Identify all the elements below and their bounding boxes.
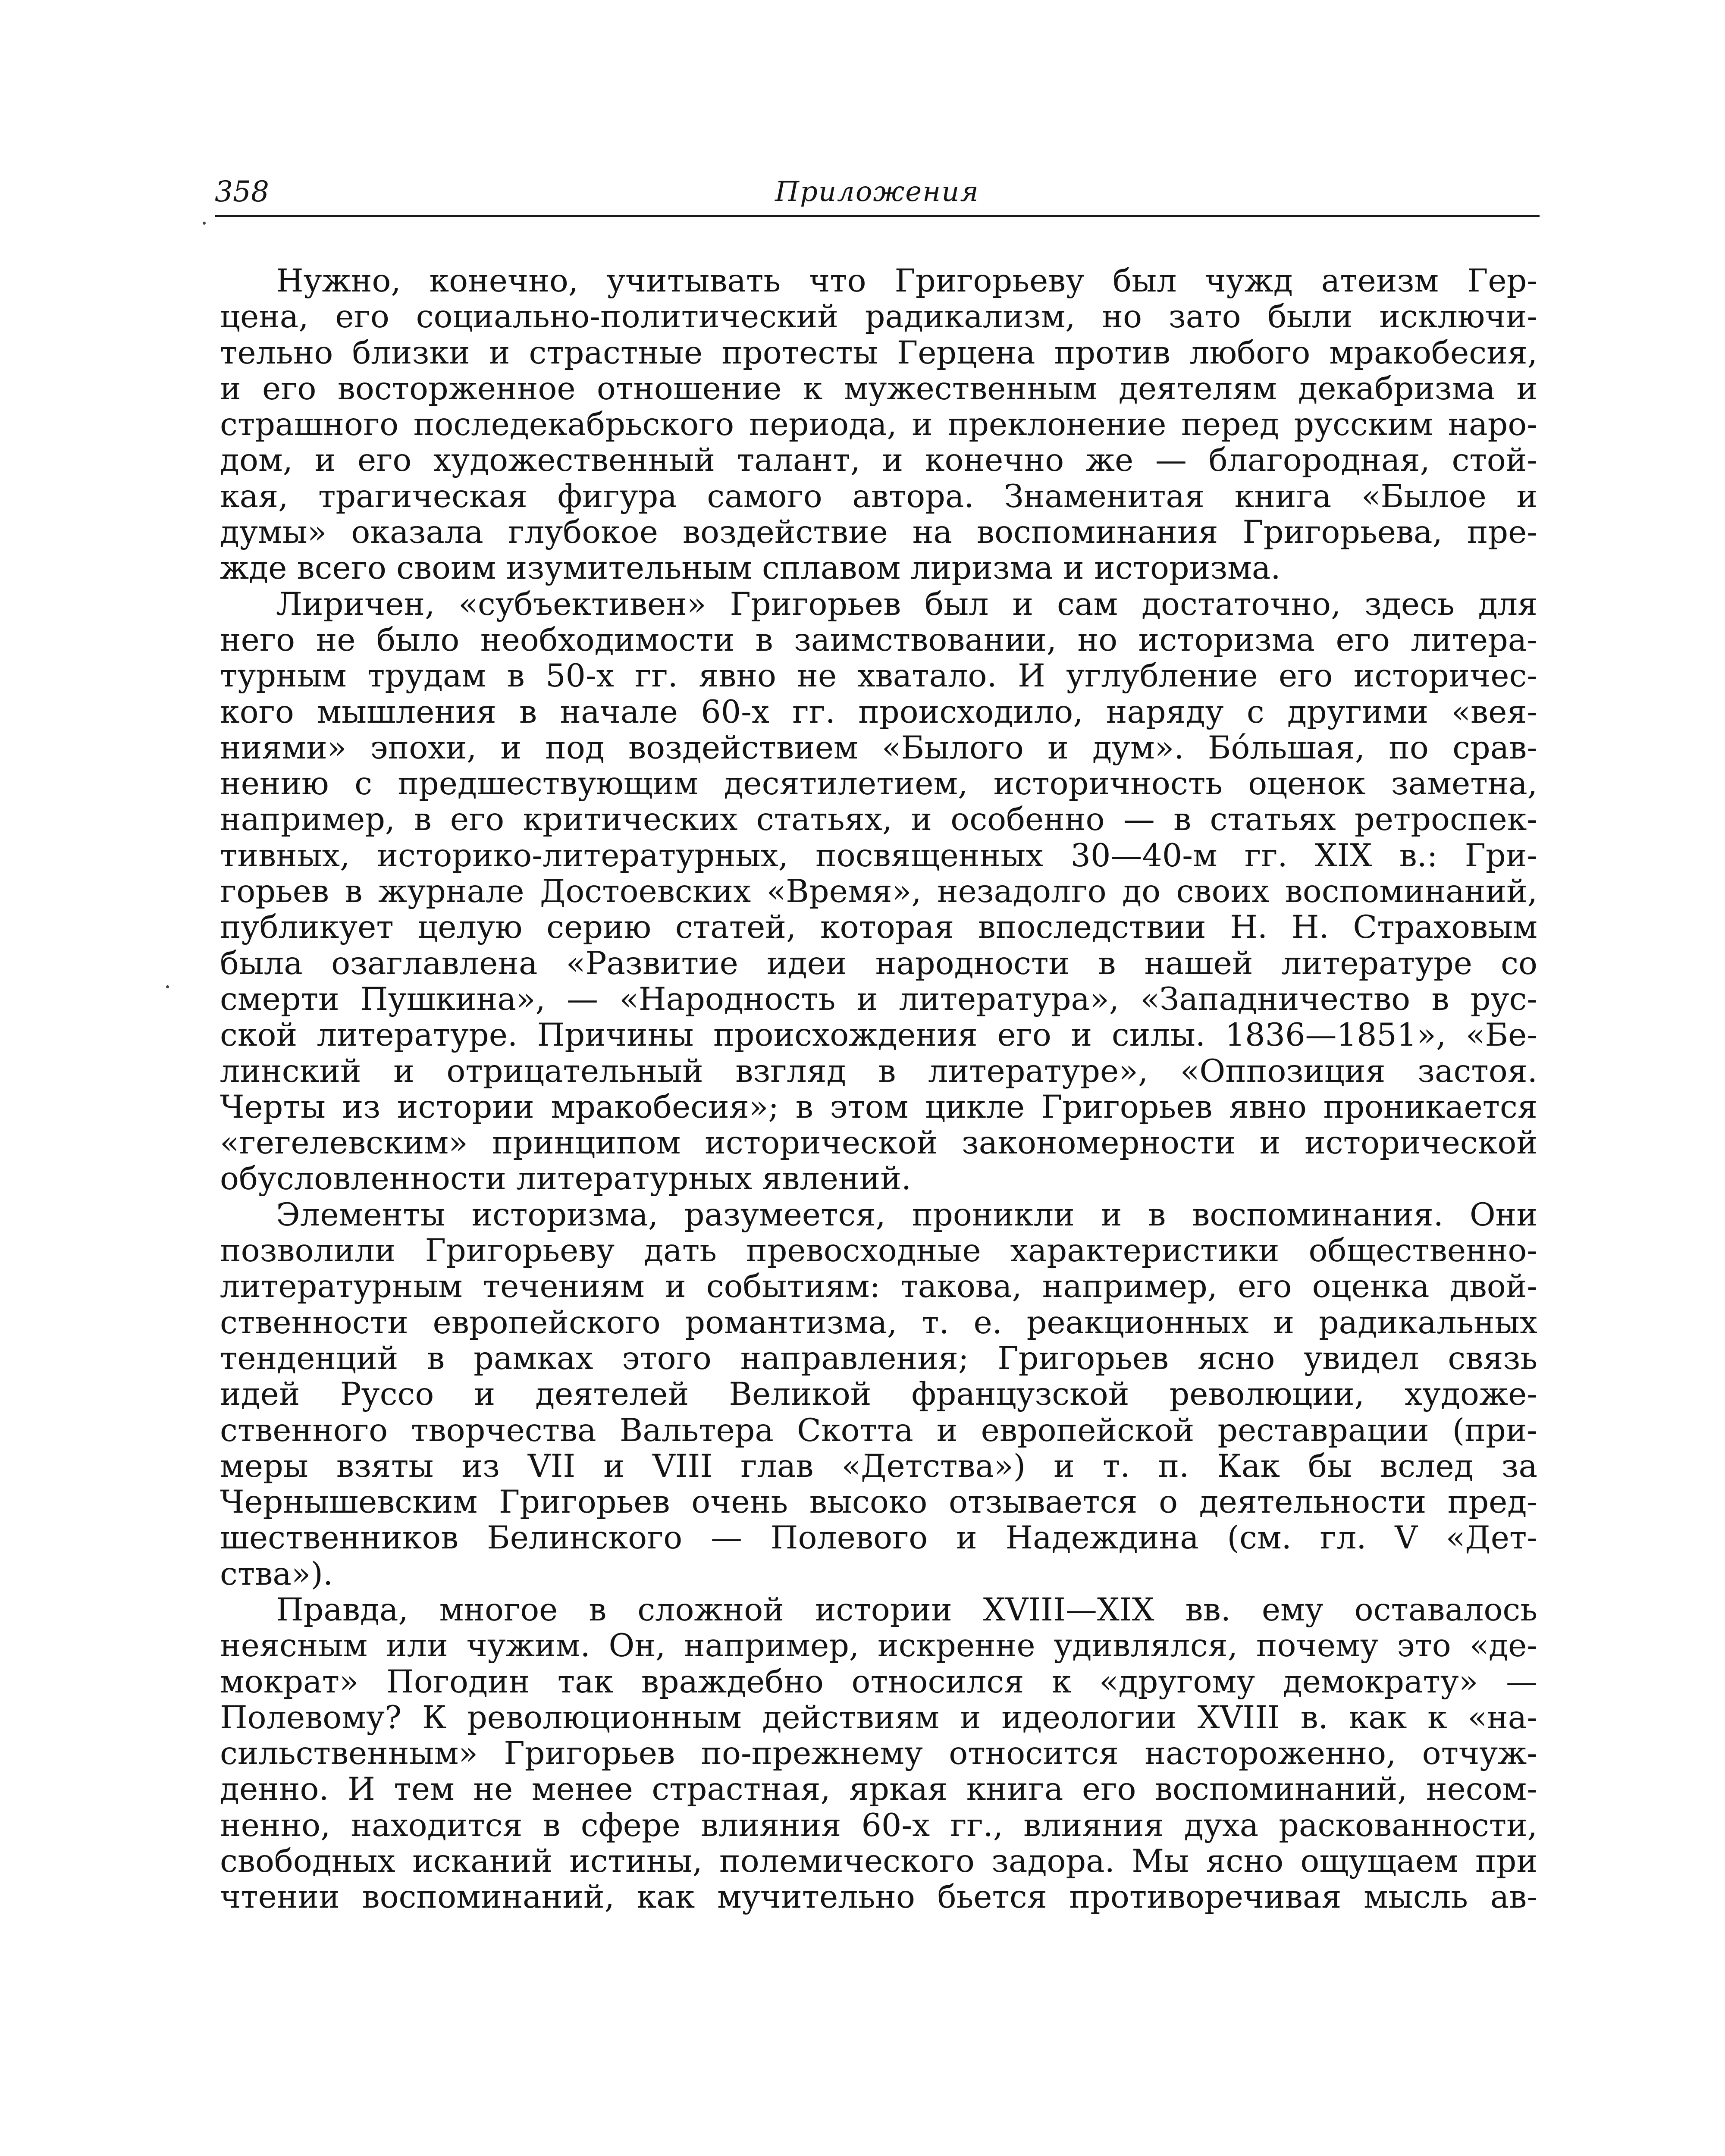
text-line: идей Руссо и деятелей Великой французской революции, художе- bbox=[220, 1376, 1537, 1413]
text-line: Полевому? К революционным действиям и идеологии XVIII в. как к «на- bbox=[220, 1699, 1537, 1736]
margin-speck bbox=[166, 985, 169, 988]
header-rule bbox=[215, 215, 1540, 217]
paragraph-4 bbox=[220, 1592, 1537, 1915]
text-line: позволили Григорьеву дать превосходные характеристики общественно- bbox=[220, 1232, 1537, 1269]
text-line: тельно близки и страстные протесты Герцена против любого мракобесия, bbox=[220, 334, 1537, 371]
text-line: ственного творчества Вальтера Скотта и европейской реставрации (при- bbox=[220, 1412, 1537, 1449]
text-line: ственности европейского романтизма, т. е. реакционных и радикальных bbox=[220, 1304, 1537, 1341]
text-line: Элементы историзма, разумеется, проникли и в воспоминания. Они bbox=[276, 1196, 1537, 1233]
text-line: турным трудам в 50-х гг. явно не хватало. И углубление его историчес- bbox=[220, 658, 1537, 695]
text-line: Правда, многое в сложной истории XVIII—XIX вв. ему оставалось bbox=[276, 1591, 1537, 1628]
paragraph-2 bbox=[220, 586, 1537, 1197]
text-line: кого мышления в начале 60-х гг. происходило, наряду с другими «вея- bbox=[220, 693, 1537, 730]
text-line: например, в его критических статьях, и особенно — в статьях ретроспек- bbox=[220, 801, 1537, 838]
body-text bbox=[220, 263, 1537, 1915]
text-line: Черты из истории мракобесия»; в этом цикле Григорьев явно проникается bbox=[220, 1088, 1537, 1125]
text-line: «гегелевским» принципом исторической закономерности и исторической bbox=[220, 1125, 1537, 1162]
text-line: цена, его социально-политический радикализм, но зато были исключи- bbox=[220, 298, 1537, 335]
text-line: ской литературе. Причины происхождения его и силы. 1836—1851», «Бе- bbox=[220, 1017, 1537, 1054]
text-line: публикует целую серию статей, которая впоследствии Н. Н. Страховым bbox=[220, 909, 1537, 946]
text-line: была озаглавлена «Развитие идеи народности в нашей литературе со bbox=[220, 945, 1537, 982]
paragraph-3 bbox=[220, 1197, 1537, 1592]
text-line: денно. И тем не менее страстная, яркая книга его воспоминаний, несом- bbox=[220, 1771, 1537, 1808]
text-line: жде всего своим изумительным сплавом лиризма и историзма. bbox=[220, 550, 1281, 587]
text-line: мократ» Погодин так враждебно относился к «другому демократу» — bbox=[220, 1663, 1537, 1700]
margin-speck bbox=[203, 222, 206, 225]
text-line: ства»). bbox=[220, 1555, 333, 1592]
text-line: нению с предшествующим десятилетием, историчность оценок заметна, bbox=[220, 765, 1537, 802]
text-line: обусловленности литературных явлений. bbox=[220, 1160, 912, 1197]
text-line: Чернышевским Григорьев очень высоко отзывается о деятельности пред- bbox=[220, 1484, 1537, 1521]
text-line: него не было необходимости в заимствовании, но историзма его литера- bbox=[220, 621, 1537, 658]
page-number: 358 bbox=[215, 175, 269, 208]
text-line: страшного последекабрьского периода, и преклонение перед русским наро- bbox=[220, 406, 1537, 443]
text-line: ниями» эпохи, и под воздействием «Былого и дум». Бóльшая, по срав- bbox=[220, 729, 1537, 766]
text-line: сильственным» Григорьев по-прежнему относится настороженно, отчуж- bbox=[220, 1735, 1537, 1772]
text-line: чтении воспоминаний, как мучительно бьется противоречивая мысль ав- bbox=[220, 1879, 1537, 1916]
text-line: горьев в журнале Достоевских «Время», незадолго до своих воспоминаний, bbox=[220, 873, 1537, 910]
text-line: Нужно, конечно, учитывать что Григорьеву был чужд атеизм Гер- bbox=[276, 263, 1537, 299]
text-line: свободных исканий истины, полемического задора. Мы ясно ощущаем при bbox=[220, 1843, 1537, 1880]
text-line: линский и отрицательный взгляд в литературе», «Оппозиция застоя. bbox=[220, 1053, 1537, 1090]
text-line: шественников Белинского — Полевого и Надеждина (см. гл. V «Дет- bbox=[220, 1520, 1537, 1557]
paragraph-1 bbox=[220, 263, 1537, 586]
text-line: кая, трагическая фигура самого автора. Знаменитая книга «Былое и bbox=[220, 478, 1537, 515]
section-title: Приложения bbox=[775, 176, 979, 208]
text-line: думы» оказала глубокое воздействие на воспоминания Григорьева, пре- bbox=[220, 514, 1537, 551]
text-line: тенденций в рамках этого направления; Григорьев ясно увидел связь bbox=[220, 1340, 1537, 1377]
text-line: литературным течениям и событиям: такова, например, его оценка двой- bbox=[220, 1268, 1537, 1305]
text-line: неясным или чужим. Он, например, искренне удивлялся, почему это «де- bbox=[220, 1627, 1537, 1664]
text-line: тивных, историко-литературных, посвященных 30—40-м гг. XIX в.: Гри- bbox=[220, 837, 1537, 874]
text-line: Лиричен, «субъективен» Григорьев был и сам достаточно, здесь для bbox=[276, 586, 1537, 623]
text-line: и его восторженное отношение к мужественным деятелям декабризма и bbox=[220, 370, 1537, 407]
running-head bbox=[215, 170, 1540, 213]
text-line: дом, и его художественный талант, и конечно же — благородная, стой- bbox=[220, 442, 1537, 479]
text-line: смерти Пушкина», — «Народность и литература», «Западничество в рус- bbox=[220, 981, 1537, 1018]
text-line: меры взяты из VII и VIII глав «Детства») и т. п. Как бы вслед за bbox=[220, 1448, 1537, 1485]
text-line: ненно, находится в сфере влияния 60-х гг., влияния духа раскованности, bbox=[220, 1807, 1537, 1844]
